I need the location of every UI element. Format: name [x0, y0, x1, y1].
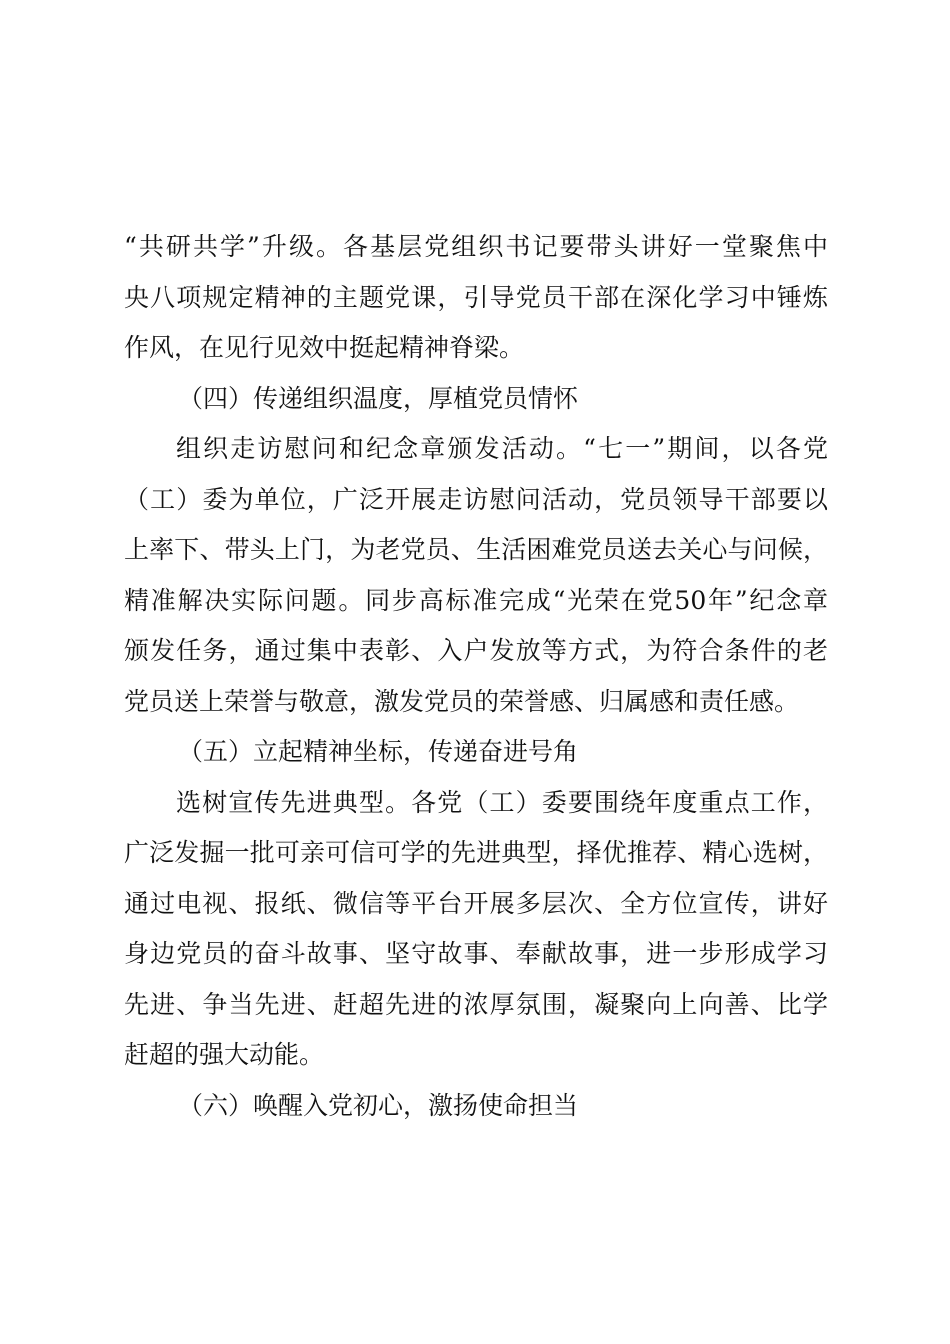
text-line: 颁发任务，通过集中表彰、入户发放等方式，为符合条件的老 — [124, 636, 828, 665]
text-line: 党员送上荣誉与敬意，激发党员的荣誉感、归属感和责任感。 — [124, 686, 800, 716]
text-line: 选树宣传先进典型。各党（工）委要围绕年度重点工作， — [176, 787, 828, 817]
text-line: 上率下、带头上门，为老党员、生活困难党员送去关心与问候， — [124, 535, 828, 564]
text-line: 先进、争当先进、赶超先进的浓厚氛围，凝聚向上向善、比学 — [124, 989, 828, 1019]
section-heading-5: （五）立起精神坐标，传递奋进号角 — [178, 737, 579, 766]
paragraph-study-upgrade — [124, 222, 828, 374]
text-line: （工）委为单位，广泛开展走访慰问活动，党员领导干部要以 — [124, 484, 828, 514]
text-line: 组织走访慰问和纪念章颁发活动。“七一”期间，以各党 — [176, 434, 828, 463]
text-line: 作风，在见行见效中挺起精神脊梁。 — [124, 333, 525, 362]
text-line: 通过电视、报纸、微信等平台开展多层次、全方位宣传，讲好 — [124, 888, 828, 918]
text-line: 赶超的强大动能。 — [124, 1040, 325, 1069]
text-line: “共研共学”升级。各基层党组织书记要带头讲好一堂聚焦中 — [124, 232, 828, 261]
section-heading-6: （六）唤醒入党初心，激扬使命担当 — [178, 1090, 579, 1120]
paragraph-visits-medals — [124, 424, 828, 727]
paragraph-advanced-models — [124, 778, 828, 1081]
section-heading-4: （四）传递组织温度，厚植党员情怀 — [178, 383, 579, 413]
text-line: 身边党员的奋斗故事、坚守故事、奉献故事，进一步形成学习 — [124, 939, 828, 968]
text-line: 广泛发掘一批可亲可信可学的先进典型，择优推荐、精心选树， — [124, 838, 828, 867]
text-line: 央八项规定精神的主题党课，引导党员干部在深化学习中锤炼 — [124, 282, 828, 312]
text-line: 精准解决实际问题。同步高标准完成“光荣在党50年”纪念章 — [124, 585, 828, 615]
document-page — [124, 222, 828, 1131]
